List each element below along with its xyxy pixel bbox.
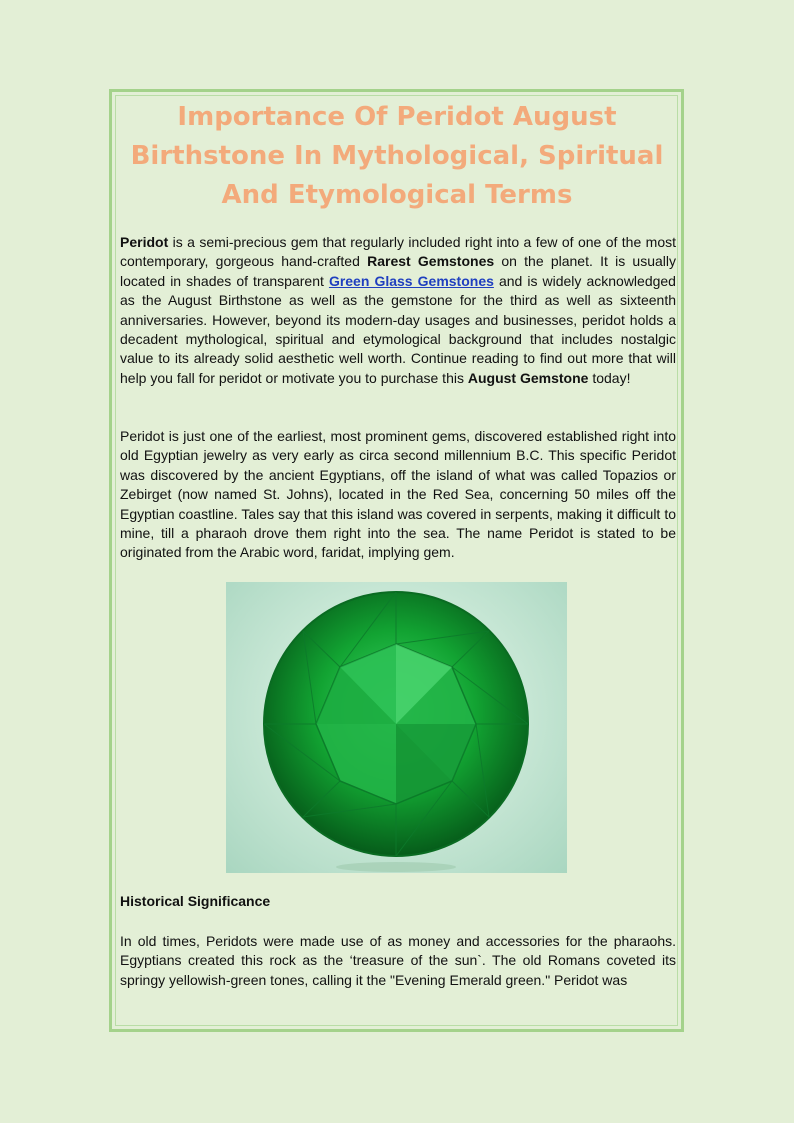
significance-paragraph: In old times, Peridots were made use of as money and accessories for the pharaohs. Egyptians created this rock as the ‘treasure of the sun`. The old Romans coveted its springy yellowish-green tones, calling it the "Evening Emerald green." Peridot was xyxy=(120,933,676,988)
article-title: Importance Of Peridot August Birthstone In Mythological, Spiritual And Etymological Terms xyxy=(130,102,664,210)
section-heading: Historical Significance xyxy=(120,893,271,909)
peridot-bold: Peridot xyxy=(120,234,169,250)
rarest-gemstones-bold: Rarest Gemstones xyxy=(367,253,495,270)
august-gemstone-bold: August Gemstone xyxy=(467,369,589,386)
green-glass-gemstones-link[interactable]: Green Glass Gemstones xyxy=(328,272,494,289)
intro-paragraph: Peridot is a semi-precious gem that regularly included right into a few of one of the most contemporary, gorgeous hand-crafted Rarest Gemstones on the planet. It is usually located in shades of transparent Green Glass Gemstones and is widely acknowledged as the August Birthstone as well as the gemstone for the third as well as sixteenth anniversaries. However, beyond its modern-day usages and businesses, peridot holds a decadent mythological, spiritual and etymological background that includes nostalgic value to its already solid aesthetic well worth. Continue reading to find out more that will help you fall for peridot or motivate you to purchase this August Gemstone today! xyxy=(120,234,676,386)
peridot-gem-image xyxy=(226,582,567,873)
history-paragraph: Peridot is just one of the earliest, most prominent gems, discovered established right into old Egyptian jewelry as very early as circa second millennium B.C. This specific Peridot was discovered by the ancient Egyptians, off the island of what was called Topazios or Zebirget (now named St. Johns), located in the Red Sea, concerning 50 miles off the Egyptian coastline. Tales say that this island was covered in serpents, making it difficult to mine, till a pharaoh drove them right into the sea. The name Peridot is stated to be originated from the Arabic word, faridat, implying gem. xyxy=(120,428,676,561)
